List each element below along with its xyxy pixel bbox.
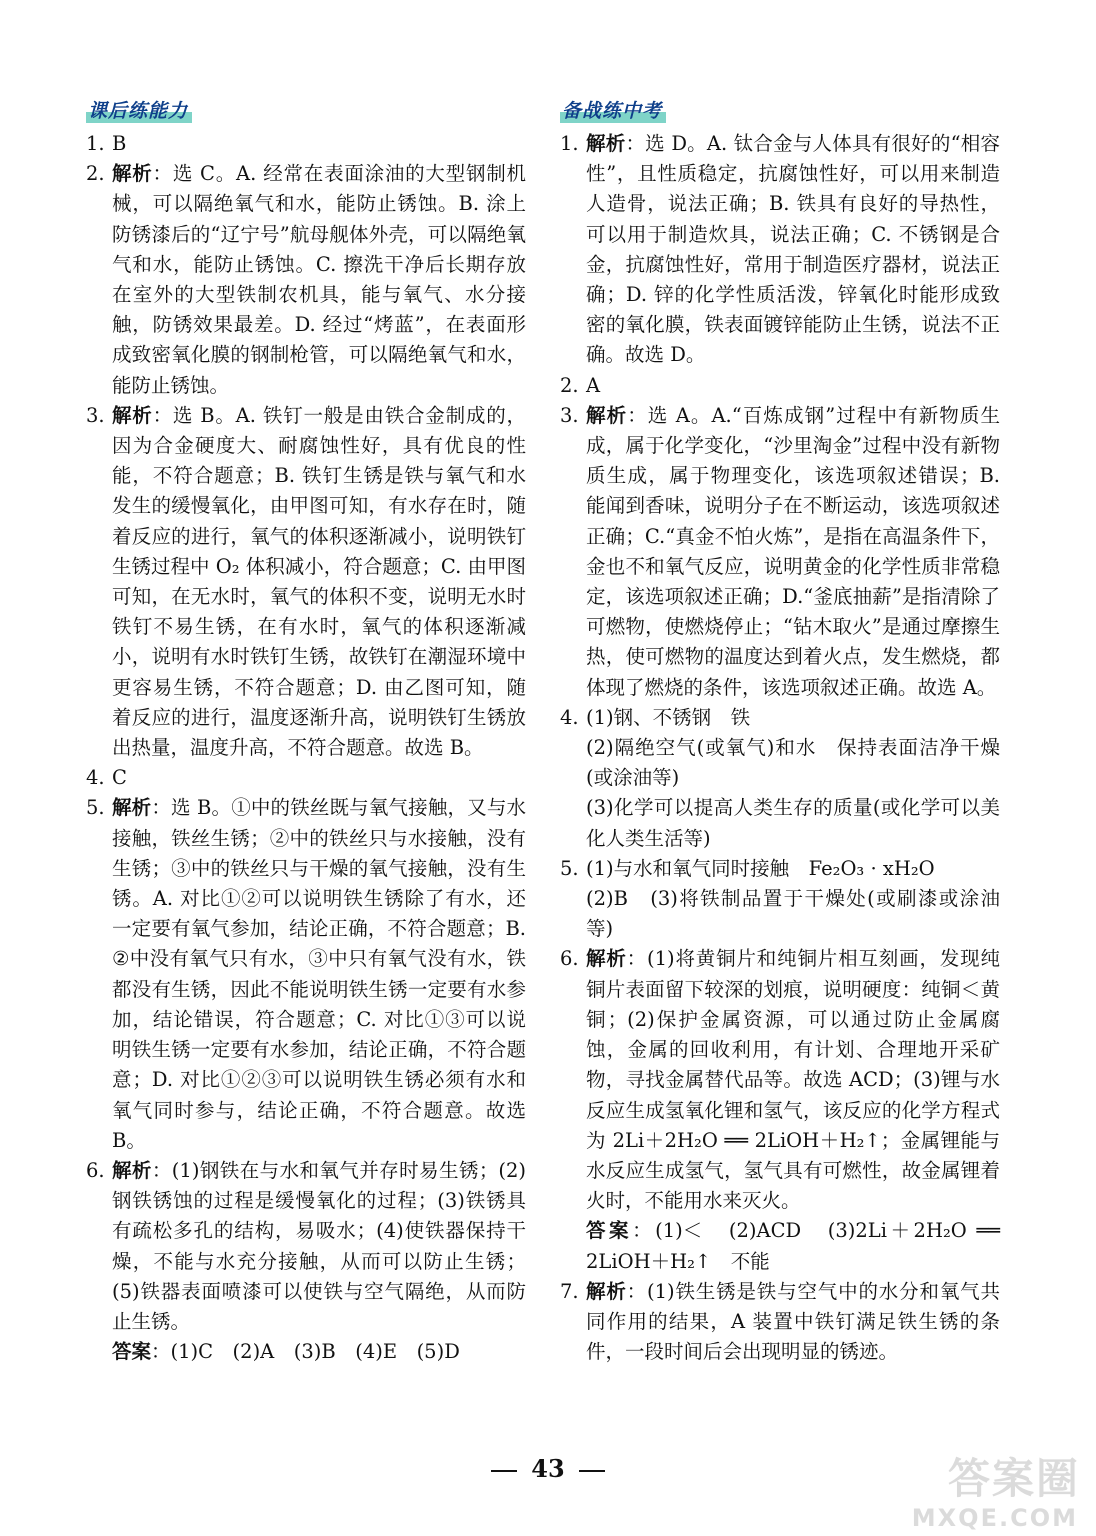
answer-item bbox=[86, 1156, 526, 1337]
watermark-line1: 答案圈 bbox=[947, 1454, 1080, 1503]
item-text: ：选 A。A.“百炼成钢”过程中有新物质生成，属于化学变化，“沙里淘金”过程中没有新物质生成，属于物理变化，该选项叙述错误；B. 能闻到香味，说明分子在不断运动，该选项叙述正确；C.“真金不怕火炼”，是指在高温条件下，金也不和氧气反应，说明黄金的化学性质非常稳定，该选项叙述正确；D.“釜底抽薪”是指清除了可燃物，使燃烧停止；“钻木取火”是通过摩擦生热，使可燃物的温度达到着火点，发生燃烧，都体现了燃烧的条件，该选项叙述正确。故选 A。 bbox=[586, 403, 1000, 699]
watermark-line2: MXQE.COM bbox=[911, 1504, 1078, 1532]
item-number: 3. bbox=[560, 403, 579, 427]
item-label: 解析 bbox=[586, 947, 627, 971]
section-title-right: 备战练中考 bbox=[560, 99, 666, 123]
item-paragraph bbox=[112, 763, 526, 793]
answer-item bbox=[560, 854, 1000, 945]
item-label: 答案 bbox=[586, 1219, 633, 1243]
item-text: ：选 D。A. 钛合金与人体具有很好的“相容性”，且性质稳定，抗腐蚀性好，可以用来制造人造骨，说法正确；B. 铁具有良好的导热性，可以用于制造炊具，说法正确；C. 不锈钢是合金，抗腐蚀性好，常用于制造医疗器材，说法正确；D. 锌的化学性质活泼，锌氧化时能形成致密的氧化膜，铁表面镀锌能防止生锈，说法不正确。故选 D。 bbox=[586, 132, 1000, 367]
answer-item bbox=[560, 401, 1000, 703]
answer-item bbox=[86, 793, 526, 1155]
answer-item bbox=[560, 371, 1000, 401]
right-items bbox=[560, 129, 1000, 1367]
item-label: 解析 bbox=[586, 132, 626, 155]
item-number: 4. bbox=[560, 705, 579, 729]
item-paragraph bbox=[586, 129, 1000, 371]
item-text: (1)钢、不锈钢 铁 bbox=[586, 705, 751, 729]
page-number: 43 bbox=[531, 1454, 565, 1483]
answer-label: 答案 bbox=[112, 1340, 152, 1364]
item-number: 7. bbox=[560, 1279, 579, 1303]
item-text: (3)化学可以提高人类生存的质量(或化学可以美化人类生活等) bbox=[586, 796, 1000, 850]
item-text: ：(1)钢铁在与水和氧气并存时易生锈；(2)钢铁锈蚀的过程是缓慢氧化的过程；(3)铁锈具有疏松多孔的结构，易吸水；(4)使铁器保持干燥，不能与水充分接触，从而可以防止生锈；(5)铁器表面喷漆可以使铁与空气隔绝，从而防止生锈。 bbox=[112, 1158, 526, 1333]
answer-item bbox=[86, 159, 526, 401]
item-text: A bbox=[586, 373, 601, 397]
item-number: 6. bbox=[86, 1158, 105, 1182]
item-number: 4. bbox=[86, 766, 105, 790]
item-paragraph bbox=[586, 401, 1000, 703]
item-paragraph bbox=[586, 944, 1000, 1216]
item-number: 5. bbox=[560, 856, 579, 880]
item-number: 2. bbox=[86, 162, 105, 186]
item-paragraph bbox=[586, 371, 1000, 401]
item-label: 解析 bbox=[112, 1158, 152, 1182]
item-paragraph bbox=[112, 159, 526, 401]
left-answer bbox=[86, 1337, 526, 1367]
item-paragraph bbox=[586, 793, 1000, 853]
answer-item bbox=[86, 129, 526, 159]
item-text: ：(1)铁生锈是铁与空气中的水分和氧气共同作用的结果，A 装置中铁钉满足铁生锈的条件，一段时间后会出现明显的锈迹。 bbox=[586, 1279, 1000, 1364]
answer-item bbox=[86, 763, 526, 793]
section-title-left: 课后练能力 bbox=[86, 99, 192, 123]
item-text: (2)B (3)将铁制品置于干燥处(或刷漆或涂油等) bbox=[586, 887, 1000, 941]
answer-text: ：(1)C (2)A (3)B (4)E (5)D bbox=[151, 1340, 460, 1364]
left-items bbox=[86, 129, 526, 1337]
watermark-logo bbox=[911, 1446, 1090, 1532]
item-number: 3. bbox=[86, 403, 105, 427]
item-paragraph bbox=[112, 129, 526, 159]
item-text: ：选 B。A. 铁钉一般是由铁合金制成的，因为合金硬度大、耐腐蚀性好，具有优良的性能，不符合题意；B. 铁钉生锈是铁与氧气和水发生的缓慢氧化，由甲图可知，有水存在时，随着反应的进行，氧气的体积逐渐减小，说明铁钉生锈过程中 O₂ 体积减小，符合题意；C. 由甲图可知，在无水时，氧气的体积不变，说明无水时铁钉不易生锈，在有水时，氧气的体积逐渐减小，说明有水时铁钉生锈，故铁钉在潮湿环境中更容易生锈，不符合题意；D. 由乙图可知，随着反应的进行，温度逐渐升高，说明铁钉生锈放出热量，温度升高，不符合题意。故选 B。 bbox=[112, 403, 526, 760]
answer-item bbox=[560, 1277, 1000, 1368]
footer-dash-right bbox=[579, 1470, 605, 1472]
item-text: ：(1)＜ (2)ACD (3)2Li＋2H₂O ══ 2LiOH＋H₂↑ 不能 bbox=[586, 1219, 1000, 1273]
item-text: B bbox=[112, 132, 127, 155]
item-label: 解析 bbox=[586, 1279, 627, 1303]
left-column bbox=[86, 96, 526, 1367]
item-paragraph bbox=[586, 733, 1000, 793]
answer-item bbox=[560, 944, 1000, 1216]
right-column bbox=[560, 96, 1000, 1367]
answer-item bbox=[86, 401, 526, 763]
item-text: (1)与水和氧气同时接触 Fe₂O₃ · xH₂O bbox=[586, 856, 935, 880]
item-label: 解析 bbox=[112, 162, 153, 186]
item-label: 解析 bbox=[586, 403, 628, 427]
item-number: 1. bbox=[560, 132, 579, 155]
item-paragraph bbox=[586, 854, 1000, 884]
answer-item bbox=[560, 129, 1000, 371]
item-number: 1. bbox=[86, 132, 105, 155]
item-paragraph bbox=[586, 1216, 1000, 1276]
item-text: ：选 C。A. 经常在表面涂油的大型钢制机械，可以隔绝氧气和水，能防止锈蚀。B. 涂上防锈漆后的“辽宁号”航母舰体外壳，可以隔绝氧气和水，能防止锈蚀。C. 擦洗干净后长期存放在室外的大型铁制农机具，能与氧气、水分接触，防锈效果最差。D. 经过“烤蓝”，在表面形成致密氧化膜的钢制枪管，可以隔绝氧气和水，能防止锈蚀。 bbox=[112, 162, 526, 397]
item-paragraph bbox=[586, 884, 1000, 944]
item-number: 2. bbox=[560, 373, 579, 397]
item-label: 解析 bbox=[112, 403, 153, 427]
item-number: 6. bbox=[560, 947, 579, 971]
answer-item bbox=[560, 703, 1000, 854]
answer-item bbox=[560, 1216, 1000, 1276]
footer-dash-left bbox=[491, 1470, 517, 1472]
item-label: 解析 bbox=[112, 796, 152, 820]
item-text: ：选 B。①中的铁丝既与氧气接触，又与水接触，铁丝生锈；②中的铁丝只与水接触，没有生锈；③中的铁丝只与干燥的氧气接触，没有生锈。A. 对比①②可以说明铁生锈除了有水，还一定要有氧气参加，结论正确，不符合题意；B. ②中没有氧气只有水，③中只有氧气没有水，铁都没有生锈，因此不能说明铁生锈一定要有水参加，结论错误，符合题意；C. 对比①③可以说明铁生锈一定要有水参加，结论正确，不符合题意；D. 对比①②③可以说明铁生锈必须有水和氧气同时参与，结论正确，不符合题意。故选 B。 bbox=[112, 796, 526, 1152]
item-number: 5. bbox=[86, 796, 105, 820]
item-paragraph bbox=[586, 703, 1000, 733]
item-paragraph bbox=[112, 793, 526, 1155]
item-paragraph bbox=[112, 401, 526, 763]
item-paragraph bbox=[586, 1277, 1000, 1368]
item-text: ：(1)将黄铜片和纯铜片相互刻画，发现纯铜片表面留下较深的划痕，说明硬度：纯铜＜黄铜；(2)保护金属资源，可以通过防止金属腐蚀，金属的回收利用，有计划、合理地开采矿物，寻找金属替代品等。故选 ACD；(3)锂与水反应生成氢氧化锂和氢气，该反应的化学方程式为 2Li＋2H₂O ══ 2LiOH＋H₂↑；金属锂能与水反应生成氢气，氢气具有可燃性，故金属锂着火时，不能用水来灭火。 bbox=[586, 947, 1000, 1213]
item-text: (2)隔绝空气(或氧气)和水 保持表面洁净干燥(或涂油等) bbox=[586, 736, 1000, 790]
item-paragraph bbox=[112, 1156, 526, 1337]
item-text: C bbox=[112, 766, 127, 790]
